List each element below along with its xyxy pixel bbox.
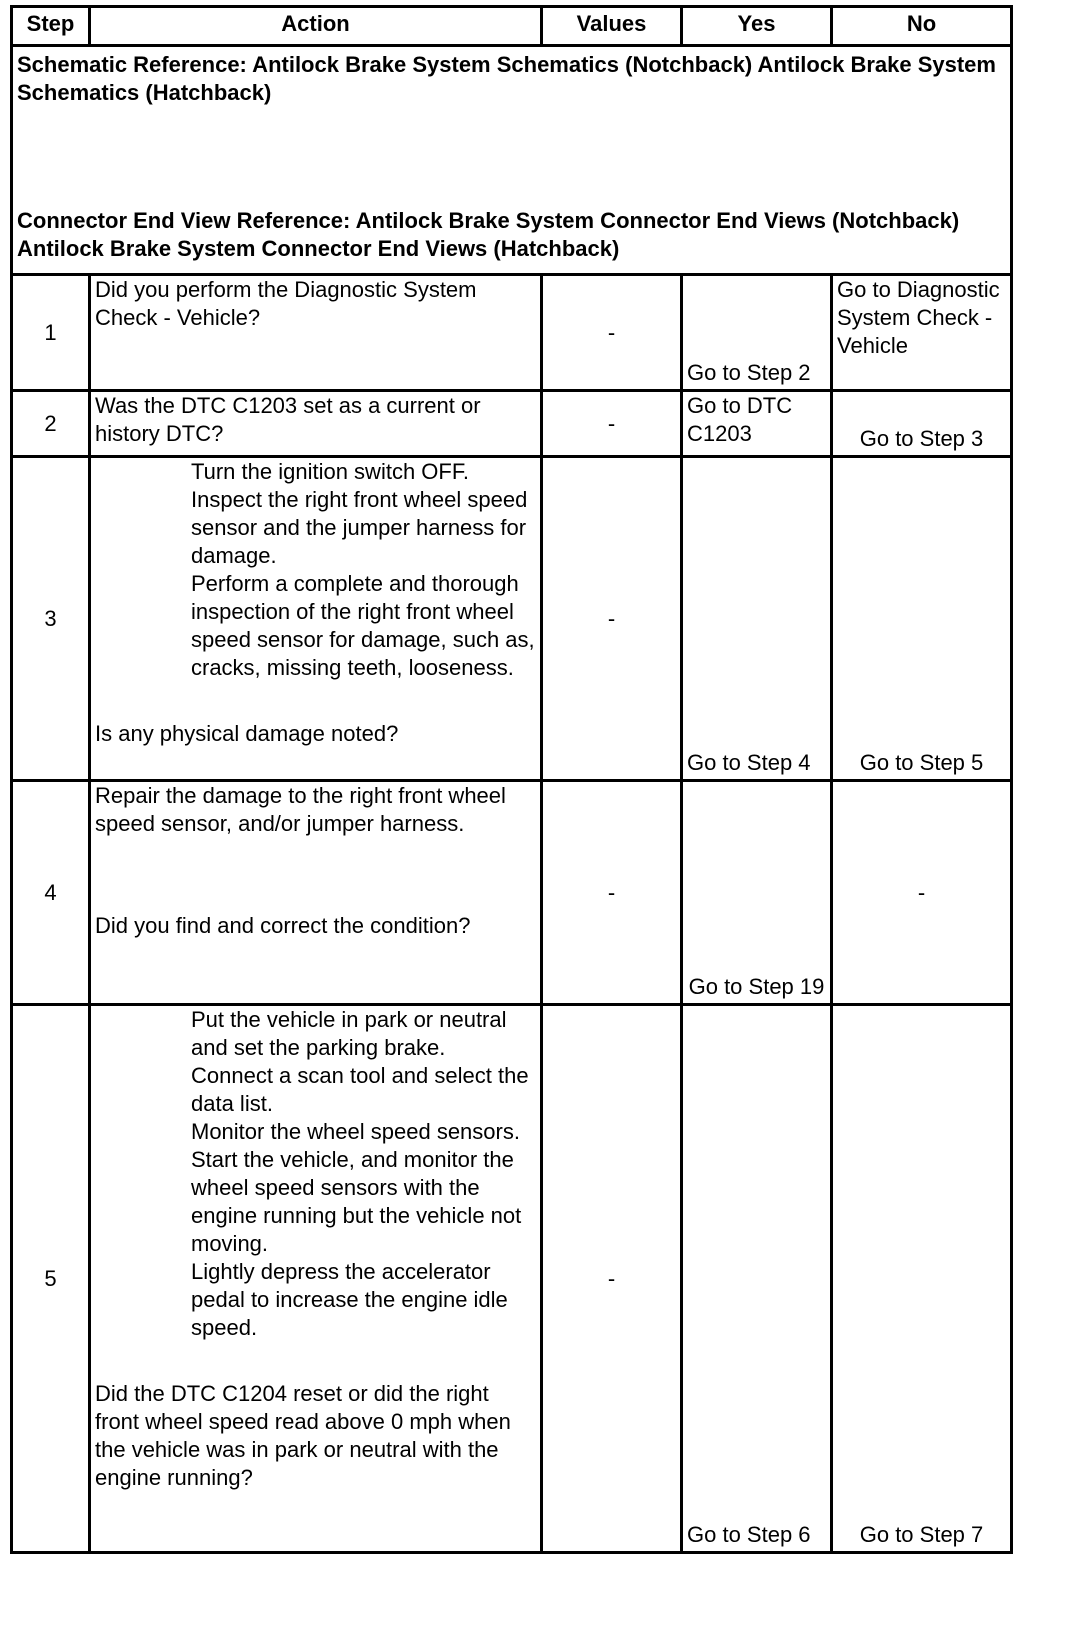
yes-cell: Go to Step 4	[682, 457, 832, 781]
value-cell: -	[542, 781, 682, 1005]
yes-cell: Go to Step 6	[682, 1005, 832, 1553]
table-row	[12, 391, 1012, 457]
instruction-item: Turn the ignition switch OFF.	[191, 459, 469, 484]
instruction-item: Monitor the wheel speed sensors.	[191, 1119, 520, 1144]
header-row	[12, 7, 1012, 46]
step-number: 4	[12, 781, 90, 1005]
instruction-item: Perform a complete and thorough inspection of the right front wheel speed sensor for damage, such as, cracks, missing teeth, looseness.	[191, 571, 535, 680]
value-cell: -	[542, 275, 682, 391]
header-no: No	[832, 7, 1012, 46]
action-cell	[90, 457, 542, 781]
no-cell: Go to Step 7	[832, 1005, 1012, 1553]
action-text: Was the DTC C1203 set as a current or history DTC?	[95, 393, 481, 446]
instruction-item: Inspect the right front wheel speed sensor and the jumper harness for damage.	[191, 487, 528, 568]
diagnostic-table	[10, 5, 1013, 1554]
yes-cell: Go to Step 2	[682, 275, 832, 391]
question-text: Did the DTC C1204 reset or did the right front wheel speed read above 0 mph when the vehicle was in park or neutral with the engine running?	[95, 1381, 511, 1490]
step-number: 2	[12, 391, 90, 457]
step-number: 3	[12, 457, 90, 781]
value-cell: -	[542, 1005, 682, 1553]
action-text: Did you perform the Diagnostic System Check - Vehicle?	[95, 277, 477, 330]
action-cell	[90, 391, 542, 457]
header-yes: Yes	[682, 7, 832, 46]
action-cell	[90, 781, 542, 1005]
header-values: Values	[542, 7, 682, 46]
step-number: 1	[12, 275, 90, 391]
question-text: Is any physical damage noted?	[95, 721, 399, 746]
yes-cell: Go to DTC C1203	[682, 391, 832, 457]
connector-reference: Connector End View Reference: Antilock Brake System Connector End Views (Notchback) Antilock Brake System Connector End Views (Hatchback)	[17, 208, 960, 261]
instruction-item: Start the vehicle, and monitor the wheel speed sensors with the engine running but the vehicle not moving.	[191, 1147, 522, 1256]
header-action: Action	[90, 7, 542, 46]
action-text: Repair the damage to the right front wheel speed sensor, and/or jumper harness.	[95, 783, 506, 836]
question-text: Did you find and correct the condition?	[95, 913, 471, 938]
action-cell	[90, 275, 542, 391]
table-row	[12, 275, 1012, 391]
yes-cell: Go to Step 19	[682, 781, 832, 1005]
no-cell: Go to Diagnostic System Check - Vehicle	[832, 275, 1012, 391]
value-cell: -	[542, 457, 682, 781]
schematic-reference: Schematic Reference: Antilock Brake System Schematics (Notchback) Antilock Brake System Schematics (Hatchback)	[17, 52, 996, 105]
table-row	[12, 1005, 1012, 1553]
reference-cell	[12, 46, 1012, 275]
no-cell: Go to Step 5	[832, 457, 1012, 781]
instruction-item: Lightly depress the accelerator pedal to increase the engine idle speed.	[191, 1259, 508, 1340]
header-step: Step	[12, 7, 90, 46]
no-cell: -	[832, 781, 1012, 1005]
value-cell: -	[542, 391, 682, 457]
no-cell: Go to Step 3	[832, 391, 1012, 457]
table-row	[12, 781, 1012, 1005]
table-row	[12, 457, 1012, 781]
action-cell	[90, 1005, 542, 1553]
instruction-item: Connect a scan tool and select the data list.	[191, 1063, 529, 1116]
reference-row	[12, 46, 1012, 275]
step-number: 5	[12, 1005, 90, 1553]
instruction-item: Put the vehicle in park or neutral and set the parking brake.	[191, 1007, 507, 1060]
